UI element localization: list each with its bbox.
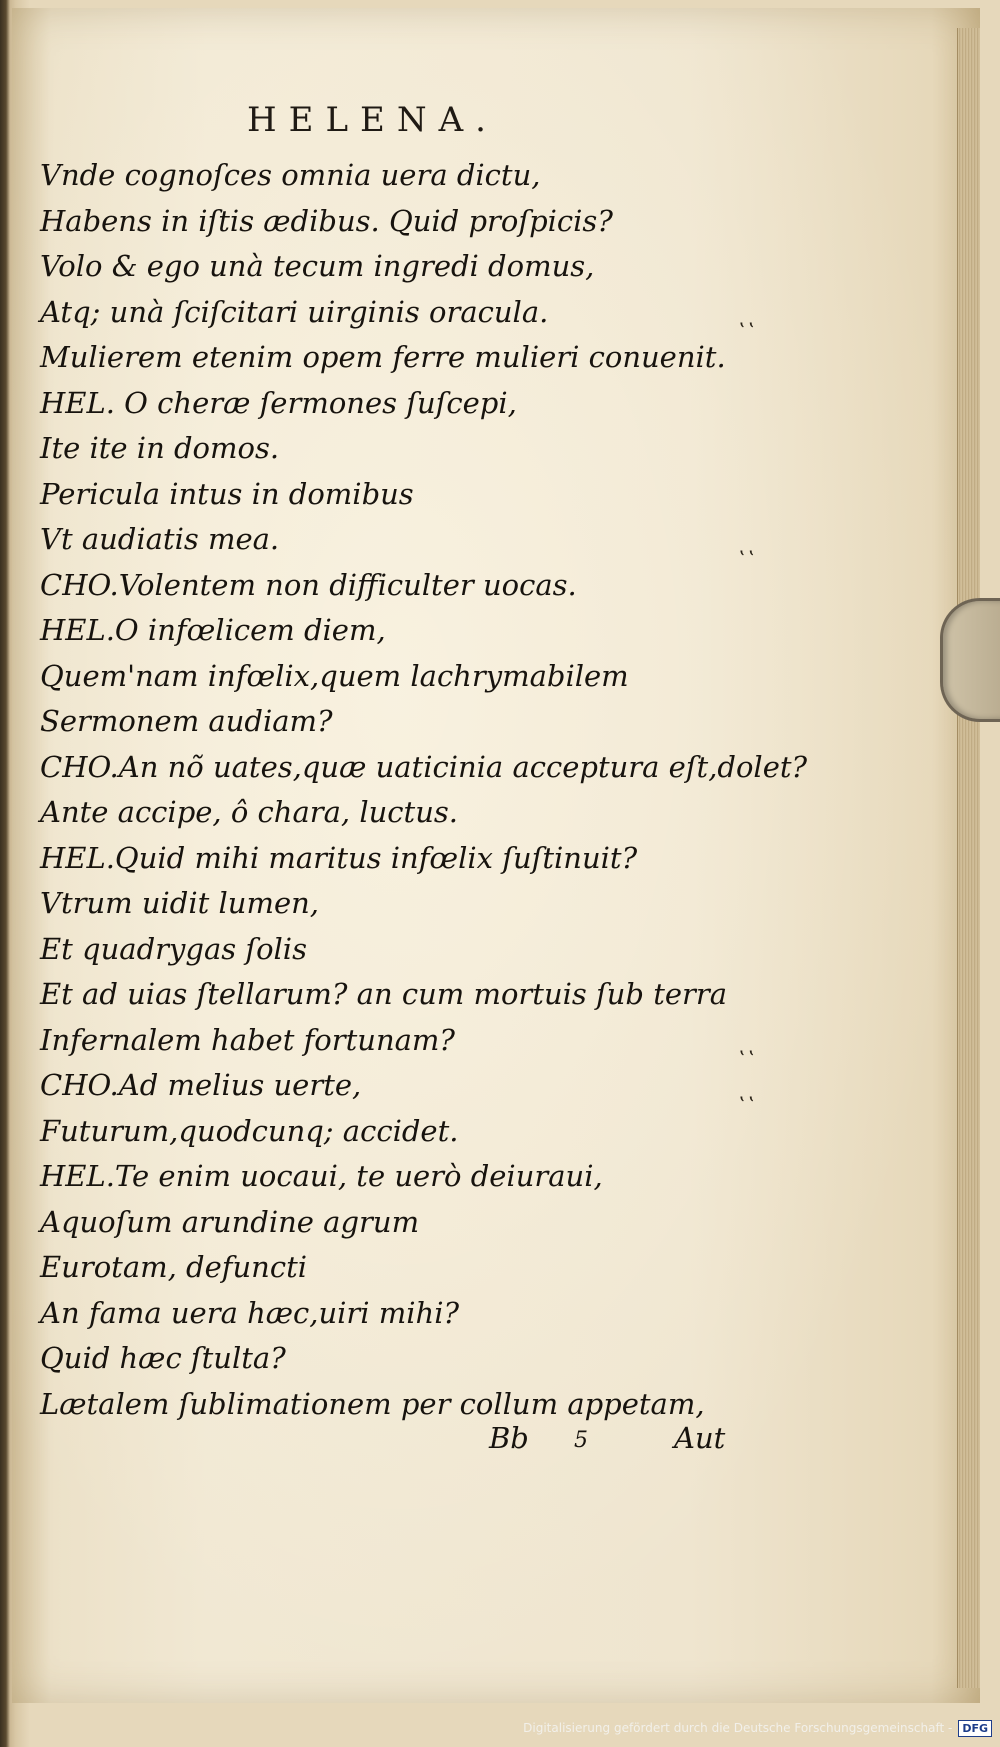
leaf-number: 5 <box>574 1428 588 1453</box>
verse-line: Volo & ego unà tecum ingredi domus, <box>40 249 595 283</box>
page-edges <box>957 28 980 1688</box>
verse-line: Aquoſum arundine agrum <box>40 1204 420 1239</box>
verse-line: Atq; unà ſciſcitari uirginis oracula. <box>40 294 549 329</box>
verse-line: HEL.Te enim uocaui, te uerò deiuraui, <box>40 1159 603 1193</box>
margin-quote-mark: ‛‛ <box>739 1091 758 1116</box>
verse-line: Sermonem audiam? <box>40 704 333 738</box>
paper-leaf <box>12 8 980 1703</box>
verse-line: Vt audiatis mea. <box>40 522 280 556</box>
verse-line: Eurotam, defuncti <box>40 1250 308 1284</box>
margin-quote-mark: ‛‛ <box>739 545 758 570</box>
book-clip <box>940 598 1000 722</box>
verse-line: Vtrum uidit lumen, <box>40 886 320 920</box>
verse-line: Futurum,quodcunq; accidet. <box>40 1113 459 1148</box>
verse-line: An fama uera hæc,uiri mihi? <box>40 1295 460 1330</box>
verse-line: Ite ite in domos. <box>40 431 280 465</box>
catchword: Aut <box>674 1421 726 1455</box>
verse-line: Et quadrygas ſolis <box>40 931 307 966</box>
signature-mark: Bb <box>489 1421 529 1455</box>
verse-lines <box>40 153 808 1427</box>
verse-line: Et ad uias ſtellarum? an cum mortuis ſub terra <box>40 977 728 1011</box>
verse-line: CHO.An nõ uates,quæ uaticinia acceptura eſt,dolet? <box>40 749 808 784</box>
credit-text: Digitalisierung gefördert durch die Deutsche Forschungsgemeinschaft - <box>523 1721 953 1735</box>
dfg-logo: DFG <box>958 1720 992 1737</box>
verse-line: Quid hæc ſtulta? <box>40 1341 286 1375</box>
verse-line: Ante accipe, ô chara, luctus. <box>40 795 458 829</box>
verse-line: CHO.Volentem non difficulter uocas. <box>40 567 577 602</box>
verse-line: Pericula intus in domibus <box>40 476 414 511</box>
running-header: HELENA. <box>247 100 498 140</box>
digitization-credit <box>523 1713 992 1743</box>
verse-line: Infernalem habet fortunam? <box>40 1022 455 1057</box>
margin-quote-mark: ‛‛ <box>739 1046 758 1070</box>
verse-line: HEL.O infœlicem diem, <box>40 613 386 647</box>
verse-line: CHO.Ad melius uerte, <box>40 1068 362 1102</box>
verse-line: HEL. O cheræ ſermones ſuſcepi, <box>40 385 517 420</box>
margin-quote-mark: ‛‛ <box>739 318 758 342</box>
verse-line: Habens in iſtis ædibus. Quid proſpicis? <box>40 203 613 238</box>
verse-line: Mulierem etenim opem ferre mulieri conuenit. <box>40 340 726 374</box>
verse-line: HEL.Quid mihi maritus infœlix ſuſtinuit? <box>40 840 638 875</box>
verse-line: Lætalem ſublimationem per collum appetam, <box>40 1386 705 1421</box>
verse-line: Vnde cognoſces omnia uera dictu, <box>40 158 541 192</box>
verse-line: Quem'nam infœlix,quem lachrymabilem <box>40 658 629 693</box>
